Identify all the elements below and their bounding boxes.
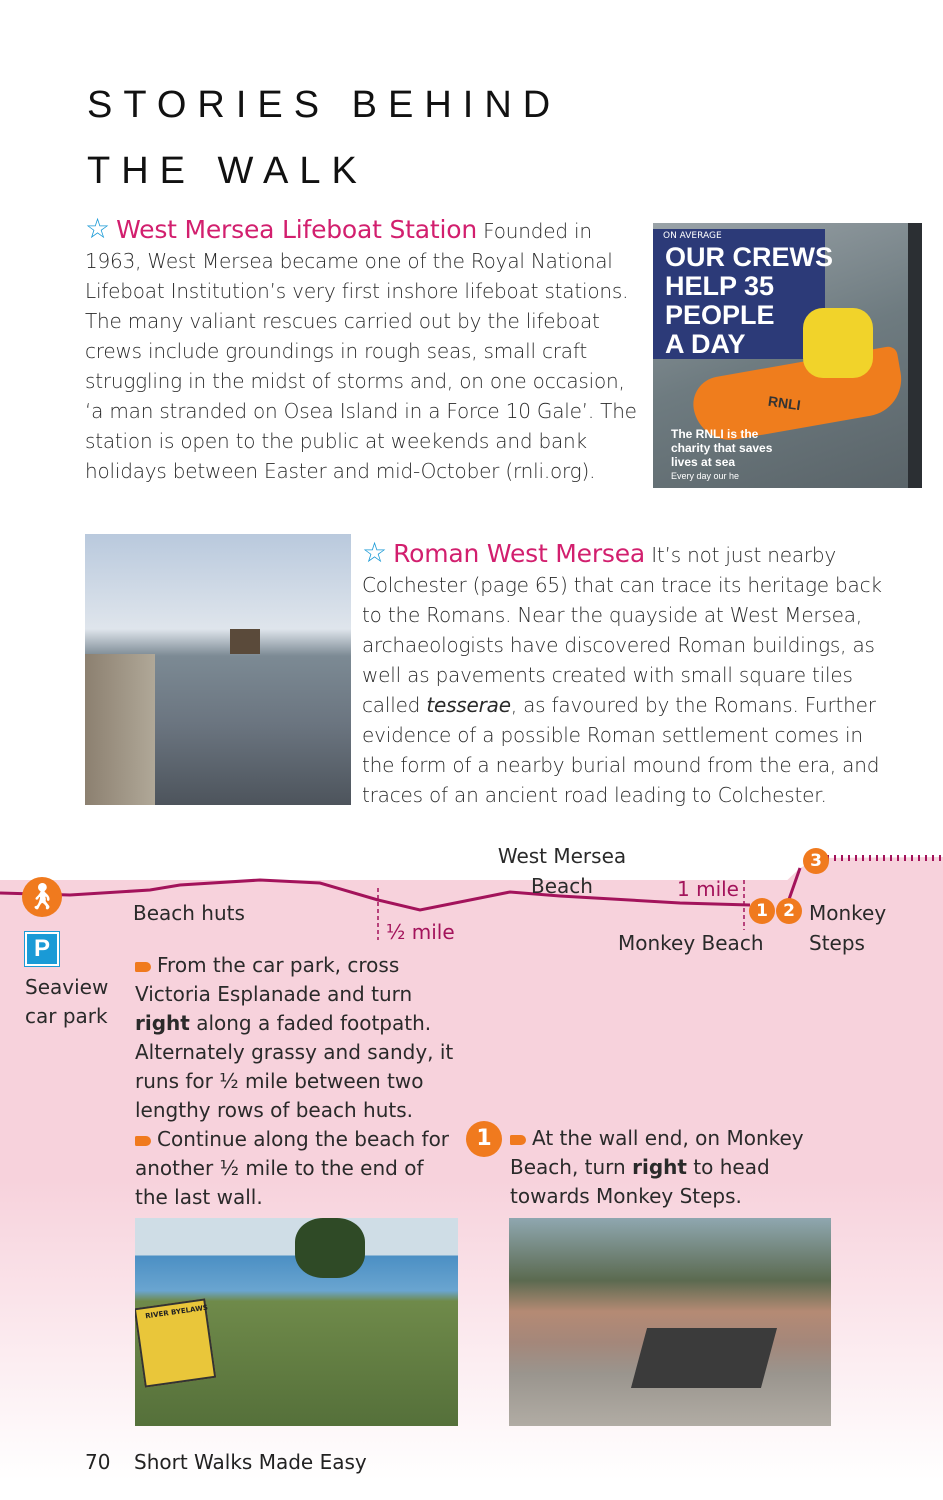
direction-text: along a faded footpath. Alternately grassy and sandy, it runs for ½ mile between two lengthy rows of beach huts. — [135, 1011, 454, 1122]
story-text: Founded in 1963, West Mersea became one of the Royal National Lifeboat Institution’s very first inshore lifeboat stations. The many valiant rescues carried out by the lifeboat crews include groundings in rough seas, small craft struggling in the midst of storms and, on one occasion, ‘a man stranded on Osea Island in a Force 10 Gale’. The station is open to the public at weekends and bank holidays between Easter and mid-October (rnli.org). — [85, 219, 637, 483]
poster-headline: OUR CREWS HELP 35 PEOPLE A DAY — [665, 242, 833, 359]
poster-text: ON AVERAGE — [663, 231, 722, 241]
waypoint-marker-2: 2 — [776, 898, 802, 924]
direction-text: At the wall end, on Monkey Beach, turn — [510, 1126, 804, 1179]
flooded-road-photo — [85, 534, 351, 805]
story-heading: West Mersea Lifeboat Station — [116, 215, 477, 244]
direction-text: to head towards Monkey Steps. — [510, 1155, 770, 1208]
parking-icon: P — [25, 932, 59, 966]
direction-text: Continue along the beach for another ½ mile to the end of the last wall. — [135, 1127, 450, 1209]
arrow-icon — [510, 1135, 526, 1145]
beach-huts-label: Beach huts — [133, 901, 245, 925]
star-icon: ☆ — [362, 536, 387, 569]
direction-bold: right — [135, 1011, 190, 1035]
start-label: Seaview car park — [25, 975, 109, 1028]
story-text-italic: tesserae — [426, 693, 511, 717]
story-heading: Roman West Mersea — [393, 539, 646, 568]
story-text: , as favoured by the Romans. Further evidence of a possible Roman settlement comes in the form of a nearby burial mound from the era, and traces of an ancient road leading to Colchester. — [362, 693, 880, 807]
page-title-line-1: STORIES BEHIND — [87, 84, 562, 126]
story-text: It’s not just nearby Colchester (page 65) that can trace its heritage back to the Romans. Near the quayside at West Mersea, archaeologists have discovered Roman buildings, as well as pavements created with small square tiles called — [362, 543, 882, 717]
book-title: Short Walks Made Easy — [134, 1450, 367, 1474]
waypoint-marker-3: 3 — [803, 848, 829, 874]
poster-boat-label: RNLI — [767, 392, 802, 414]
walker-icon: 🚶︎ — [22, 877, 62, 917]
beach-huts-photo — [135, 1218, 458, 1426]
monkey-steps-photo — [509, 1218, 831, 1426]
west-mersea-beach-label: West Mersea Beach — [497, 844, 627, 898]
waypoint-marker-1: 1 — [749, 898, 775, 924]
half-mile-label: ½ mile — [386, 920, 455, 944]
story-lifeboat-station — [85, 214, 645, 486]
star-icon: ☆ — [85, 212, 110, 245]
monkey-beach-label: Monkey Beach — [618, 931, 764, 955]
sign-text: RIVER BYELAWS — [144, 1303, 209, 1321]
page-number: 70 — [85, 1450, 111, 1474]
arrow-icon — [135, 962, 151, 972]
directions-left — [135, 951, 455, 1212]
arrow-icon — [135, 1136, 151, 1146]
story-roman-west-mersea — [362, 538, 892, 810]
poster-tagline: The RNLI is the charity that saves lives at sea Every day our he — [671, 427, 773, 481]
monkey-steps-label: Monkey Steps — [809, 901, 887, 955]
directions-right — [510, 1124, 820, 1211]
direction-text: From the car park, cross Victoria Esplanade and turn — [135, 953, 413, 1006]
direction-bold: right — [632, 1155, 687, 1179]
rnli-poster-photo — [653, 223, 922, 488]
page-title-line-2: THE WALK — [87, 150, 368, 192]
one-mile-label: 1 mile — [677, 877, 739, 901]
step-marker-1: 1 — [466, 1121, 502, 1157]
